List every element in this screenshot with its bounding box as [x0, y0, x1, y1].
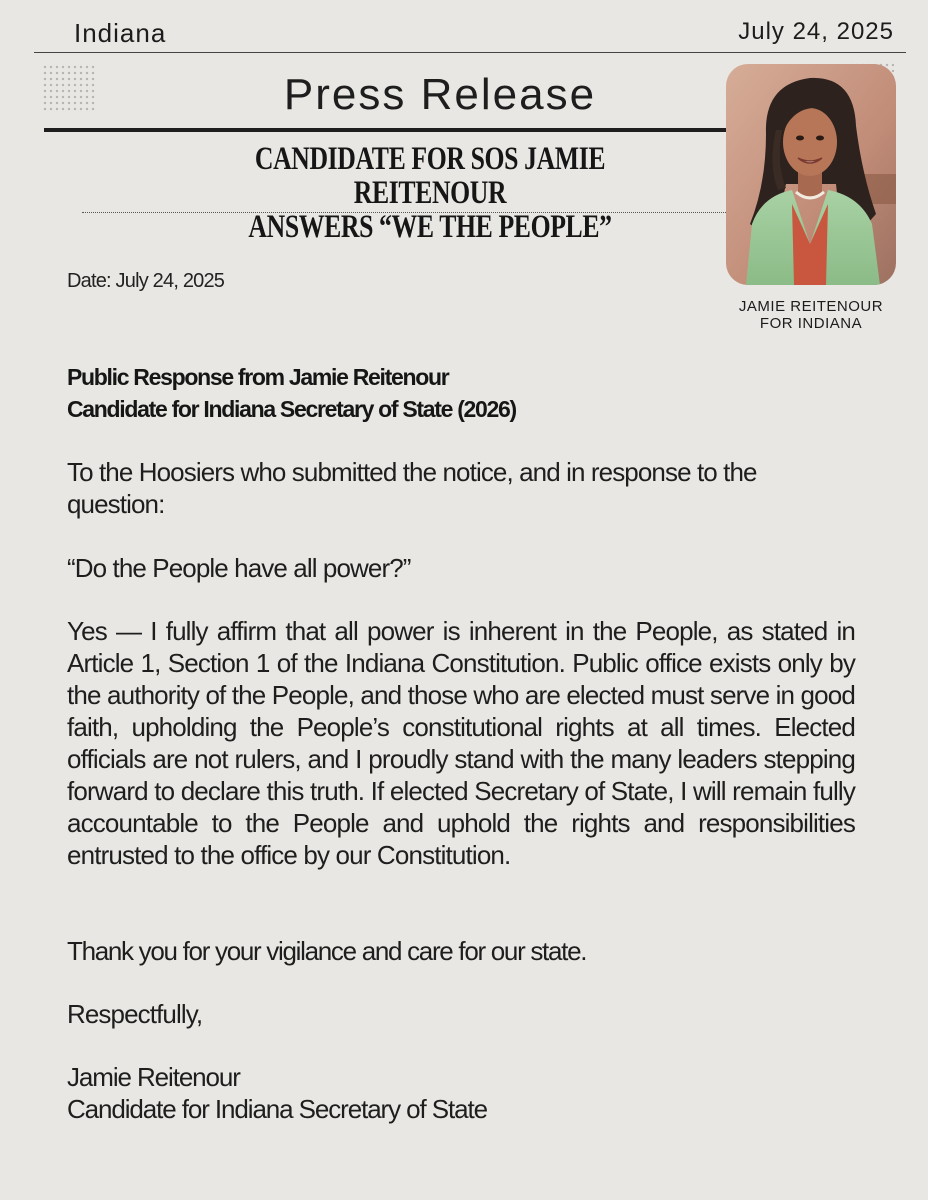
candidate-photo: [726, 64, 896, 285]
response-heading-line-1: Public Response from Jamie Reitenour: [67, 364, 449, 390]
signature-title: Candidate for Indiana Secretary of State: [67, 1094, 487, 1124]
title-divider: [44, 128, 726, 132]
closing-salutation: Respectfully,: [67, 999, 203, 1029]
photo-caption-line-1: JAMIE REITENOUR: [738, 298, 884, 315]
response-heading: [67, 361, 827, 425]
release-date: Date: July 24, 2025: [67, 270, 225, 292]
headline-line-2: ANSWERS “WE THE PEOPLE”: [248, 209, 612, 245]
press-release-title: Press Release: [283, 70, 597, 119]
photo-caption-line-2: FOR INDIANA: [759, 315, 863, 332]
headline-divider: [82, 212, 726, 213]
dot-pattern-decoration: [42, 64, 96, 112]
thanks-paragraph: Thank you for your vigilance and care for our state.: [67, 936, 587, 966]
header-date: July 24, 2025: [738, 18, 894, 45]
headline-line-1: CANDIDATE FOR SOS JAMIE REITENOUR: [254, 141, 606, 211]
intro-paragraph: To the Hoosiers who submitted the notice, and in response to the question:: [67, 457, 757, 519]
headline: [188, 142, 672, 244]
signature-block: [67, 1061, 855, 1125]
question-quote: “Do the People have all power?”: [67, 553, 411, 583]
signature-name: Jamie Reitenour: [67, 1062, 240, 1092]
photo-caption: [712, 298, 910, 332]
response-heading-line-2: Candidate for Indiana Secretary of State (2026): [67, 396, 516, 422]
header-divider: [34, 52, 906, 53]
main-paragraph: Yes — I fully affirm that all power is inherent in the People, as stated in Article 1, Section 1 of the Indiana Constitution. Public office exists only by the authority of the People, and those who are elected must serve in good faith, upholding the People’s constitutional rights at all times. Elected officials are not rulers, and I proudly stand with the many leaders stepping forward to declare this truth. If elected Secretary of State, I will remain fully accountable to the People and uphold the rights and responsibilities entrusted to the office by our Constitution.: [67, 616, 855, 870]
header-state: Indiana: [74, 18, 167, 48]
